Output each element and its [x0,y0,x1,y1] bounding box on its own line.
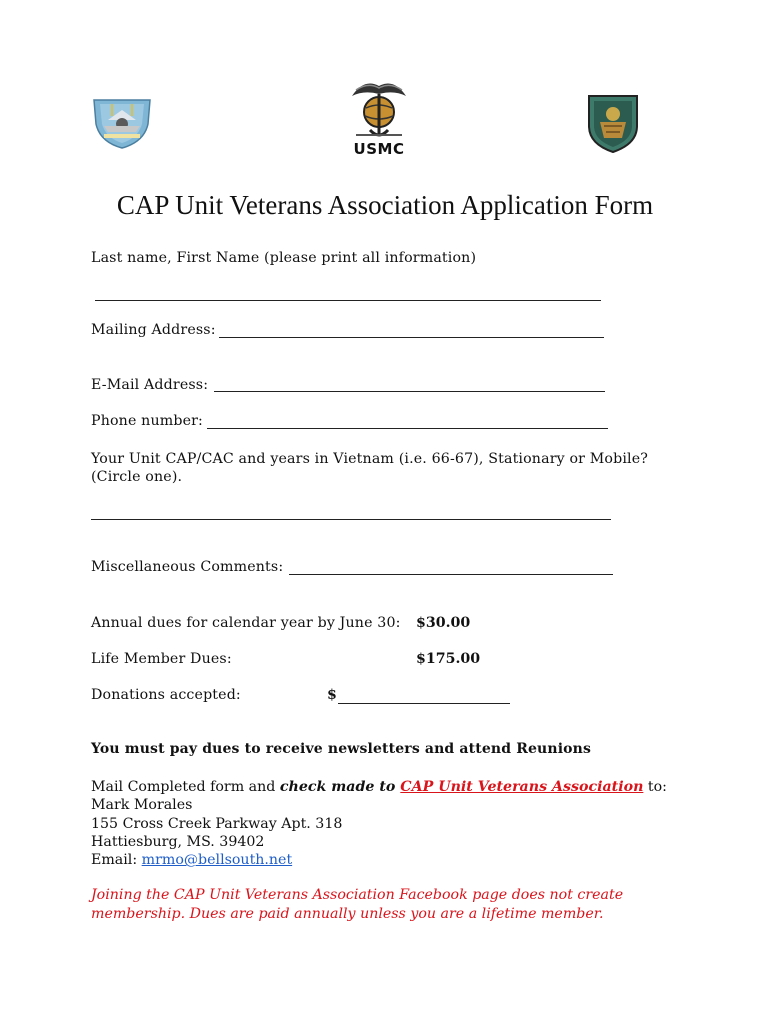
unit-shield-crest-icon [586,92,640,154]
name-label: Last name, First Name (please print all information) [91,250,477,266]
phone-number-field[interactable] [207,428,608,429]
mail-instructions [91,778,667,869]
recipient-name: Mark Morales [91,797,193,814]
email-address-label: E-Mail Address: [91,377,209,393]
unit-question-label: Your Unit CAP/CAC and years in Vietnam (i.e. 66-67), Stationary or Mobile? [91,451,649,467]
phone-number-label: Phone number: [91,413,203,429]
usmc-logo-text: USMC [353,140,405,158]
donations-field[interactable] [338,703,510,704]
email-label: Email: [91,852,142,869]
page-title: CAP Unit Veterans Association Application Form [116,190,654,220]
check-made-to-text: check made to [279,779,401,795]
recipient-email-link[interactable]: mrmo@bellsouth.net [141,852,293,869]
association-name: CAP Unit Veterans Association [400,779,644,795]
life-member-amount: $175.00 [416,651,481,667]
life-member-label: Life Member Dues: [91,651,232,667]
mail-to-text: to: [643,779,667,795]
comments-field[interactable] [289,574,613,575]
recipient-email-line [91,851,667,869]
name-field[interactable] [95,300,601,301]
cap-veterans-emblem-icon [90,94,154,150]
comments-label: Miscellaneous Comments: [91,559,284,575]
mail-intro-line [91,778,667,796]
donations-dollar-sign: $ [327,687,337,703]
mail-intro-text: Mail Completed form and [91,779,280,795]
donations-label: Donations accepted: [91,687,241,703]
annual-dues-amount: $30.00 [416,615,471,631]
facebook-note: Joining the CAP Unit Veterans Association Facebook page does not create membership. Dues are paid annually unless you are a lifetime member. [91,887,624,922]
annual-dues-label: Annual dues for calendar year by June 30: [91,615,401,631]
dues-notice: You must pay dues to receive newsletters and attend Reunions [91,741,592,757]
email-address-field[interactable] [214,391,605,392]
unit-question-circle-label: (Circle one). [91,469,183,485]
unit-field[interactable] [91,519,611,520]
mailing-address-field[interactable] [219,337,604,338]
recipient-street: 155 Cross Creek Parkway Apt. 318 [91,815,343,832]
mailing-address-label: Mailing Address: [91,322,216,338]
recipient-city: Hattiesburg, MS. 39402 [91,833,265,850]
